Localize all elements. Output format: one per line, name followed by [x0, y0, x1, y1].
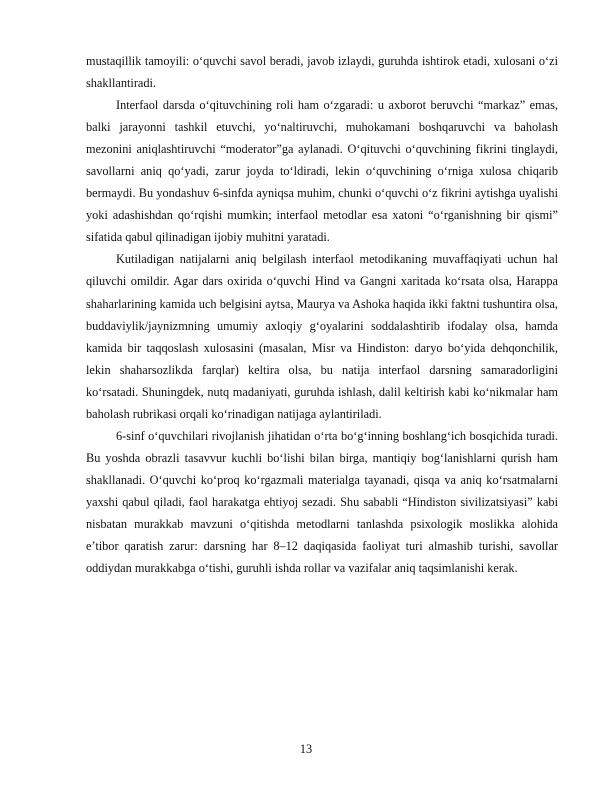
paragraph-continuation: mustaqillik tamoyili: o‘quvchi savol beradi, javob izlaydi, guruhda ishtirok etadi, xulosani o‘zi shakllantiradi.: [86, 54, 558, 91]
paragraph-teacher-role: Interfaol darsda o‘qituvchining roli ham o‘zgaradi: u axborot beruvchi “markaz” emas, balki jarayonni tashkil etuvchi, yo‘naltiruvchi, muhokamani boshqaruvchi va baholash mezonini aniqlashtiruvchi “moderator”ga aylanadi. O‘qituvchi o‘quvchining fikrini tinglaydi, savollarni aniq qo‘yadi, zarur joyda to‘ldiradi, lekin o‘quvchining o‘rniga xulosa chiqarib bermaydi. Bu yondashuv 6-sinfda ayniqsa muhim, chunki o‘quvchi o‘z fikrini aytishga uyalishi yoki adashishdan qo‘rqishi mumkin; interfaol metodlar esa xatoni “o‘rganishning bir qismi” sifatida qabul qilinadigan ijobiy muhitni yaratadi.: [86, 98, 558, 245]
page-number: 13: [299, 742, 313, 756]
paragraph-student-development: 6-sinf o‘quvchilari rivojlanish jihatidan o‘rta bo‘g‘inning boshlang‘ich bosqichida turadi. Bu yoshda obrazli tasavvur kuchli bo‘lishi bilan birga, mantiqiy bog‘lanishlarni qurish ham shakllanadi. O‘quvchi ko‘proq ko‘rgazmali materialga tayanadi, qisqa va aniq ko‘rsatmalarni yaxshi qabul qiladi, faol harakatga ehtiyoj sezadi. Shu sababli “Hindiston sivilizatsiyasi” kabi nisbatan murakkab mavzuni o‘qitishda metodlarni tanlashda psixologik moslikka alohida e’tibor qaratish zarur: darsning har 8–12 daqiqasida faoliyat turi almashib turishi, savollar oddiydan murakkabga o‘tishi, guruhli ishda rollar va vazifalar aniq taqsimlanishi kerak.: [86, 428, 558, 576]
document-page: [86, 50, 558, 579]
paragraph-expected-results: Kutiladigan natijalarni aniq belgilash interfaol metodikaning muvaffaqiyati uchun hal qiluvchi omildir. Agar dars oxirida o‘quvchi Hind va Gangni xaritada ko‘rsata olsa, Harappa shaharlarining kamida uch belgisini aytsa, Maurya va Ashoka haqida ikki faktni tushuntira olsa, buddaviylik/jaynizmning umumiy axloqiy g‘oyalarini soddalashtirib ifodalay olsa, hamda kamida bir taqqoslash xulosasini (masalan, Misr va Hindiston: daryo bo‘yida dehqonchilik, lekin shaharsozlikda farqlar) keltira olsa, bu natija interfaol darsning samaradorligini ko‘rsatadi. Shuningdek, nutq madaniyati, guruhda ishlash, dalil keltirish kabi ko‘nikmalar ham baholash rubrikasi orqali ko‘rinadigan natijaga aylantiriladi.: [86, 252, 558, 421]
